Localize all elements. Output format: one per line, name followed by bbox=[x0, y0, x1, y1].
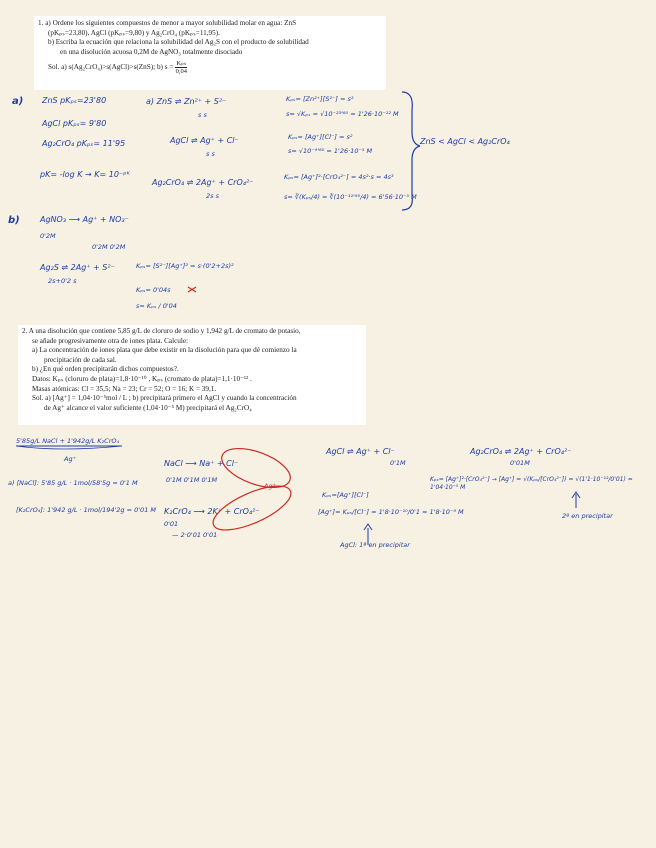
hw-p1-ag2cro4-eq: Ag₂CrO₄ ⇌ 2Ag⁺ + CrO₄²⁻ bbox=[152, 178, 254, 187]
hw-p2-kps-agcl: Kₚₛ=[Ag⁺][Cl⁻] bbox=[322, 491, 369, 499]
hw-p1-kps-ag2s: Kₚₛ= [S²⁻][Ag⁺]² = s·(0'2+2s)² bbox=[136, 262, 234, 270]
problem-1-statement bbox=[34, 16, 386, 90]
hw-p1-s-ag2cro4: s= ∛(Kₚₛ/4) = ∛(10⁻¹¹'⁹⁵/4) = 6'56·10⁻⁵ M bbox=[284, 193, 417, 201]
p2-line-3: a) La concentración de iones plata que debe existir en la disolución para que dé comienzo la bbox=[32, 346, 297, 355]
hw-p2-nacl-conc: a) [NaCl]: 5'85 g/L · 1mol/58'5g = 0'1 M bbox=[8, 479, 138, 487]
hw-p1-label-a: a) bbox=[12, 96, 24, 107]
p1-line-1: 1. a) Ordene los siguientes compuestos de menor a mayor solubilidad molar en agua: ZnS bbox=[38, 19, 297, 27]
p1-solution-text: Sol. a) s(Ag₂CrO₄)>s(AgCl)>s(ZnS); b) s = bbox=[48, 63, 174, 72]
p1-line-3: b) Escriba la ecuación que relaciona la solubilidad del Ag₂S con el producto de solubilidad bbox=[48, 38, 309, 47]
p2-line-4: precipitación de cada sal. bbox=[44, 355, 117, 364]
hw-p2-agcl-first: AgCl: 1ª en precipitar bbox=[340, 541, 410, 549]
hw-p2-ag-circled: Ag⁺ bbox=[264, 482, 277, 490]
red-circle-cl bbox=[217, 441, 296, 496]
hw-p2-nacl-diss: NaCl ⟶ Na⁺ + Cl⁻ bbox=[164, 459, 239, 468]
red-mark bbox=[188, 287, 196, 292]
p1-line-2: (pKₚₛ=23,80), AgCl (pKₚₛ=9,80) y Ag₂CrO₄ (pKₚₛ=11,95). bbox=[48, 28, 220, 37]
p1-fraction-num: Kₚₛ bbox=[176, 60, 187, 68]
hw-p1-kps-simplified: Kₚₛ= 0'04s bbox=[136, 286, 171, 294]
hw-p1-agcl-s: s s bbox=[206, 150, 215, 158]
p2-line-1: 2. A una disolución que contiene 5,85 g/L de cloruro de sodio y 1,942 g/L de cromato de potasio, bbox=[22, 327, 301, 335]
hw-p1-s-final: s= Kₚₛ / 0'04 bbox=[136, 302, 177, 310]
bracket-stroke bbox=[16, 446, 122, 449]
hw-p2-k2cro4-diss-conc: — 2·0'01 0'01 bbox=[172, 531, 218, 539]
hw-p2-ag2cro4-eq: Ag₂CrO₄ ⇌ 2Ag⁺ + CrO₄²⁻ bbox=[470, 447, 572, 456]
hw-p2-k2cro4-conc-small: 0'01 bbox=[164, 520, 179, 528]
arrow-ag2cro4 bbox=[572, 492, 580, 508]
p1-solution bbox=[34, 60, 386, 75]
hw-p1-s-zns: s= √Kₚₛ = √10⁻²³'⁸⁰ = 1'26·10⁻¹² M bbox=[286, 110, 399, 118]
hw-p1-ag2cro4-s: 2s s bbox=[206, 192, 219, 200]
hw-p1-agcl-eq: AgCl ⇌ Ag⁺ + Cl⁻ bbox=[170, 136, 239, 145]
hw-p1-zns-s: s s bbox=[198, 111, 207, 119]
p2-line-2: se añade progresivamente otra de iones plata. Calcule: bbox=[32, 336, 189, 345]
hw-p1-order-result: ZnS < AgCl < Ag₂CrO₄ bbox=[420, 137, 510, 146]
hw-p2-agcl-cl-conc: 0'1M bbox=[390, 459, 406, 467]
hw-p1-agno3-eq: AgNO₃ ⟶ Ag⁺ + NO₃⁻ bbox=[40, 215, 129, 224]
problem-2-statement bbox=[18, 325, 366, 425]
hw-p1-kps-agcl: Kₚₛ= [Ag⁺][Cl⁻] = s² bbox=[288, 133, 353, 141]
hw-p1-agno3-conc: 0'2M bbox=[40, 232, 56, 240]
hw-p1-zns-eq: a) ZnS ⇌ Zn²⁺ + S²⁻ bbox=[146, 97, 227, 106]
hw-p2-ag2cro4-conc: 0'01M bbox=[510, 459, 530, 467]
hw-p2-ag2cro4-second: 2º en precipitar bbox=[562, 512, 613, 520]
hw-p1-pk-definition: pK= -log K → K= 10⁻ᵖᴷ bbox=[40, 170, 130, 179]
p1-fraction-den: 0,04 bbox=[175, 68, 188, 76]
hw-p1-ag2s-eq: Ag₂S ⇌ 2Ag⁺ + S²⁻ bbox=[40, 263, 115, 272]
hw-p2-k2cro4-conc: [K₂CrO₄]: 1'942 g/L · 1mol/194'2g = 0'01 M bbox=[16, 506, 157, 514]
hw-p1-label-b: b) bbox=[8, 215, 20, 226]
hw-p1-ions-conc: 0'2M 0'2M bbox=[92, 243, 126, 251]
hw-p2-k2cro4-diss: K₂CrO₄ ⟶ 2K⁺ + CrO₄²⁻ bbox=[164, 507, 260, 516]
hw-p2-ag-ion: Ag⁺ bbox=[64, 455, 77, 463]
p2-line-6: Datos: Kₚₛ (cloruro de plata)=1,8·10⁻¹⁰ , Kₚₛ (cromato de plata)=1,1·10⁻¹² . bbox=[32, 374, 252, 383]
p2-line-8: Sol. a) [Ag⁺] = 1,04·10⁻⁵mol / L ; b) precipitará primero el AgCl y cuando la concentración bbox=[32, 394, 297, 403]
hw-p1-kps-zns: Kₚₛ= [Zn²⁺][S²⁻] = s² bbox=[286, 95, 354, 103]
hw-p2-nacl-diss-conc: 0'1M 0'1M 0'1M bbox=[166, 476, 218, 484]
p2-line-7: Masas atómicas: Cl = 35,5; Na = 23; Cr = 52; O = 16; K = 39,1. bbox=[32, 384, 217, 393]
p1-line-4: en una disolución acuosa 0,2M de AgNO₃ totalmente disociado bbox=[60, 47, 243, 56]
hw-p2-agcl-eq: AgCl ⇌ Ag⁺ + Cl⁻ bbox=[326, 447, 395, 456]
hw-p1-ag2cro4-pk: Ag₂CrO₄ pKₚₛ= 11'95 bbox=[42, 139, 126, 148]
p2-line-5: b) ¿En qué orden precipitarán dichos compuestos?. bbox=[32, 365, 179, 374]
hw-p2-given: 5'85g/L NaCl + 1'942g/L K₂CrO₄ bbox=[16, 437, 120, 445]
hw-p2-ag-ag2cro4: Kₚₛ= [Ag⁺]²·[CrO₄²⁻] → [Ag⁺] = √(Kₚₛ/[CrO₄²⁻]) = √(1'1·10⁻¹²/0'01) = 1'04·10⁻⁵ M bbox=[430, 476, 633, 491]
hw-p2-ag-agcl: [Ag⁺]= Kₚₛ/[Cl⁻] = 1'8·10⁻¹⁰/0'1 = 1'8·10⁻⁹ M bbox=[318, 508, 464, 516]
hw-p1-kps-ag2cro4: Kₚₛ= [Ag⁺]²·[CrO₄²⁻] = 4s²·s = 4s³ bbox=[284, 173, 394, 181]
hw-p1-zns-pk: ZnS pKₚₛ=23'80 bbox=[42, 96, 107, 105]
hw-p1-s-agcl: s= √10⁻⁹'⁸⁰ = 1'26·10⁻⁵ M bbox=[288, 147, 373, 155]
hw-p1-ag2s-s: 2s+0'2 s bbox=[48, 277, 77, 285]
p1-fraction bbox=[175, 60, 187, 75]
hw-p1-agcl-pk: AgCl pKₚₛ= 9'80 bbox=[42, 119, 107, 128]
p2-line-9: de Ag⁺ alcance el valor suficiente (1,04·10⁻⁵ M) precipitará el Ag₂CrO₄ bbox=[44, 403, 252, 412]
